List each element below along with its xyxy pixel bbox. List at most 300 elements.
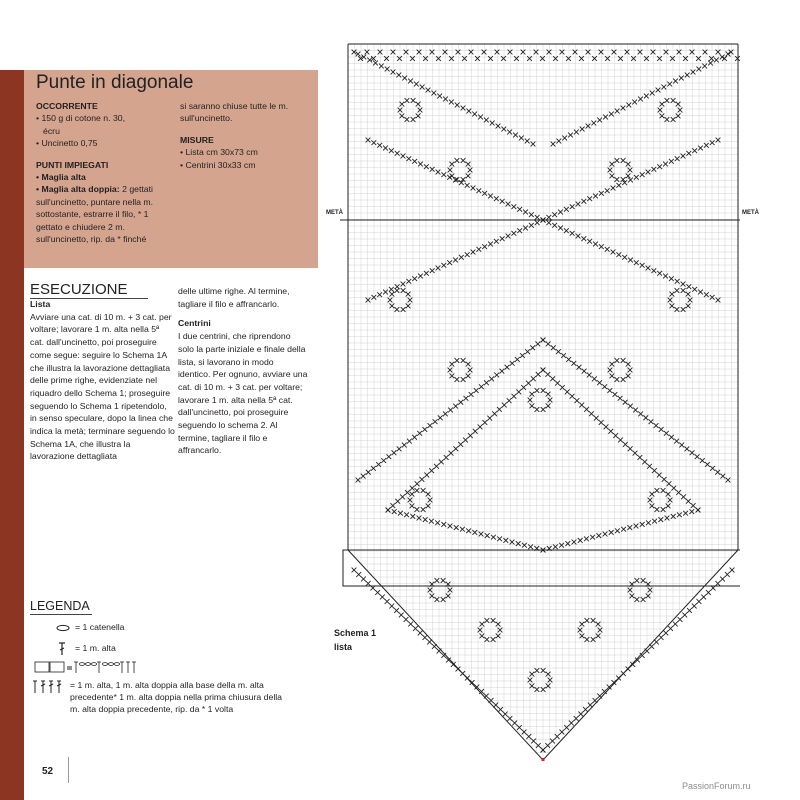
filled-mesh [668,498,673,503]
filled-mesh [676,113,681,118]
filled-mesh [665,98,670,103]
filled-mesh [530,672,535,677]
filled-mesh [465,252,470,257]
filled-mesh [665,516,670,521]
filled-mesh [591,121,596,126]
filled-mesh [528,544,533,549]
filled-mesh [604,424,609,429]
filled-mesh [395,307,400,312]
filled-mesh [427,640,432,645]
filled-mesh [613,392,618,397]
filled-mesh [366,581,371,586]
filled-mesh [673,622,678,627]
filled-mesh [352,568,357,573]
filled-mesh [615,158,620,163]
filled-mesh [628,168,633,173]
filled-mesh [715,581,720,586]
filled-mesh [715,470,720,475]
filled-mesh [661,85,666,90]
filled-mesh [466,528,471,533]
filled-mesh [654,423,659,428]
filled-mesh [584,536,589,541]
filled-mesh [465,676,470,681]
filled-mesh [659,427,664,432]
filled-mesh [658,517,663,522]
filled-mesh [356,478,361,483]
filled-mesh [506,234,511,239]
filled-mesh [564,725,569,730]
page-number: 52 [42,766,54,777]
filled-mesh [375,590,380,595]
filled-mesh [431,91,436,96]
filled-mesh [681,307,686,312]
filled-mesh [645,649,650,654]
filled-mesh [447,260,452,265]
filled-mesh [635,597,640,602]
filled-mesh [561,353,566,358]
material-item: • Uncinetto 0,75 [36,138,98,149]
divider [68,757,69,783]
filled-mesh [562,136,567,141]
filled-mesh [579,403,584,408]
filled-mesh [535,668,540,673]
filled-mesh [650,91,655,96]
filled-mesh [523,210,528,215]
filled-mesh [570,231,575,236]
filled-mesh [441,578,446,583]
filled-mesh [531,376,536,381]
filled-mesh [379,64,384,69]
filled-mesh [575,398,580,403]
filled-mesh [408,298,413,303]
filled-mesh [569,721,574,726]
filled-mesh [494,196,499,201]
filled-mesh [423,517,428,522]
filled-mesh [626,103,631,108]
filled-mesh [605,188,610,193]
filled-mesh [657,473,662,478]
filled-mesh [535,388,540,393]
filled-mesh [701,595,706,600]
filled-mesh [589,411,594,416]
filled-mesh [665,117,670,122]
filled-mesh [476,247,481,252]
filled-mesh [609,530,614,535]
stitch-name: • Maglia alta doppia: [36,184,120,195]
filled-mesh [435,520,440,525]
legend-row-double-crochet [57,642,116,660]
filled-mesh [623,400,628,405]
start-marker [542,758,545,761]
filled-mesh [725,572,730,577]
filled-mesh [646,170,651,175]
filled-mesh [507,398,512,403]
filled-mesh [426,88,431,93]
filled-mesh [469,392,474,397]
filled-mesh [681,494,686,499]
filled-mesh [522,730,527,735]
filled-mesh [548,678,553,683]
filled-mesh [433,419,438,424]
filled-mesh [449,451,454,456]
intro-box [24,70,318,268]
filled-mesh [463,438,468,443]
filled-mesh [626,162,631,167]
filled-mesh [448,168,453,173]
filled-mesh [705,462,710,467]
filled-mesh [702,64,707,69]
filled-mesh [367,58,372,63]
filled-mesh [494,373,499,378]
filled-mesh [681,288,686,293]
filled-mesh [454,525,459,530]
filled-mesh [566,357,571,362]
filled-mesh [628,404,633,409]
filled-mesh [692,148,697,153]
filled-mesh [654,640,659,645]
filled-mesh [361,577,366,582]
filled-mesh [424,473,429,478]
filled-mesh [621,358,626,363]
material-item: écru [43,125,60,136]
filled-mesh [615,528,620,533]
filled-mesh [421,488,426,493]
filled-mesh [415,507,420,512]
filled-mesh [404,617,409,622]
filled-mesh [408,79,413,84]
filled-mesh [550,376,555,381]
filled-mesh [553,544,558,549]
stitch-item [36,183,176,245]
stitch-description-cont: si saranno chiuse tutte le m. sull'uncinetto. [180,101,289,124]
filled-mesh [574,130,579,135]
filled-mesh [366,298,371,303]
filled-mesh [417,516,422,521]
filled-mesh [492,411,497,416]
filled-mesh [655,507,660,512]
filled-mesh [418,274,423,279]
filled-mesh [535,341,540,346]
filled-mesh [507,130,512,135]
filled-mesh [603,532,608,537]
lista-instructions: Avviare una cat. di 10 m. + 3 cat. per voltare; lavorare 1 m. alta nella 5ª cat. dall'uncinetto, poi proseguire come segue: seguire lo Schema 1A che illustra la lavorazione dettagliata delle prime righe, evidenziate nel riquadro dello Schema 1; proseguire seguendo lo Schema 1 ripetendolo, in senso speculare, dopo la linea che indica la metà; terminare seguendo lo Schema 1A, che illustra la lavorazione dettagliata [30,311,175,462]
filled-mesh [663,162,668,167]
filled-mesh [466,373,471,378]
filled-mesh [673,79,678,84]
filled-mesh [506,202,511,207]
filled-mesh [716,298,721,303]
filled-mesh [618,396,623,401]
filled-mesh [405,98,410,103]
filled-mesh [558,210,563,215]
filled-mesh [394,608,399,613]
filled-mesh [584,407,589,412]
filled-mesh [646,593,651,598]
filled-mesh [634,260,639,265]
filled-mesh [621,106,626,111]
filled-mesh [408,622,413,627]
filled-mesh [670,292,675,297]
filled-mesh [453,404,458,409]
filled-mesh [478,628,483,633]
filled-mesh [610,373,615,378]
filled-mesh [623,442,628,447]
filled-mesh [555,734,560,739]
filled-mesh [438,415,443,420]
filled-mesh [511,231,516,236]
filled-mesh [461,158,466,163]
filled-mesh [446,593,451,598]
lista-heading: Lista [30,299,51,309]
filled-mesh [634,524,639,529]
filled-mesh [583,707,588,712]
filled-mesh [479,532,484,537]
filled-mesh [615,358,620,363]
filled-mesh [586,124,591,129]
filled-mesh [578,712,583,717]
intro-column-2 [180,100,312,171]
filled-mesh [491,637,496,642]
filled-mesh [621,671,626,676]
half-marker-right: METÀ [742,210,759,216]
filled-mesh [608,168,613,173]
filled-mesh [678,108,683,113]
measures-heading: MISURE [180,134,214,145]
filled-mesh [490,121,495,126]
filled-mesh [535,215,540,220]
filled-mesh [460,527,465,532]
filled-mesh [410,514,415,519]
filled-mesh [416,113,421,118]
filled-mesh [473,429,478,434]
filled-mesh [391,70,396,75]
filled-mesh [593,194,598,199]
filled-mesh [422,635,427,640]
filled-mesh [590,535,595,540]
filled-mesh [552,223,557,228]
filled-mesh [663,631,668,636]
filled-mesh [596,533,601,538]
filled-mesh [464,396,469,401]
filled-mesh [389,148,394,153]
filled-mesh [401,307,406,312]
filled-mesh [389,604,394,609]
filled-mesh [576,234,581,239]
schema-subtitle: lista [334,642,353,652]
filled-mesh [632,100,637,105]
filled-mesh [621,158,626,163]
filled-mesh [608,368,613,373]
measure-item: • Lista cm 30x73 cm [180,147,258,158]
page-spine-bar [0,70,24,800]
schema-caption [334,626,376,654]
half-marker-left: METÀ [326,210,343,216]
filled-mesh [652,519,657,524]
stitches-heading: PUNTI IMPIEGATI [36,159,109,170]
filled-mesh [556,139,561,144]
filled-mesh [478,424,483,429]
filled-mesh [430,268,435,273]
filled-mesh [564,207,569,212]
filled-mesh [675,156,680,161]
filled-mesh [397,446,402,451]
filled-mesh [706,590,711,595]
filled-mesh [377,143,382,148]
filled-mesh [678,617,683,622]
filled-mesh [401,288,406,293]
filled-mesh [649,644,654,649]
filled-mesh [472,530,477,535]
filled-mesh [668,626,673,631]
filled-mesh [485,533,490,538]
filled-mesh [656,88,661,93]
stitch-item: • Maglia alta [36,172,86,183]
filled-mesh [587,373,592,378]
filled-mesh [461,377,466,382]
filled-mesh [437,649,442,654]
filled-mesh [485,637,490,642]
filled-mesh [407,439,412,444]
filled-mesh [546,672,551,677]
filled-mesh [448,368,453,373]
pattern-title: Punte in diagonale [36,72,194,93]
filled-mesh [366,470,371,475]
filled-mesh [546,220,551,225]
filled-mesh [651,268,656,273]
filled-mesh [385,599,390,604]
filled-mesh [424,164,429,169]
chain-stitch-icon [55,624,71,632]
filled-mesh [435,578,440,583]
cluster-stitch-icon [32,680,68,694]
legend-cluster-text: = 1 m. alta, 1 m. alta doppia alla base della m. alta precedente* 1 m. alta doppia nella prima chiusura della m. alta doppia precedente, rip. da * 1 volta [70,680,283,714]
filled-mesh [675,307,680,312]
filled-mesh [410,503,415,508]
filled-mesh [646,520,651,525]
filled-mesh [630,593,635,598]
filled-mesh [466,162,471,167]
filled-mesh [622,255,627,260]
filled-mesh [386,508,391,513]
filled-mesh [690,450,695,455]
filled-mesh [560,730,565,735]
filled-mesh [434,464,439,469]
filled-mesh [530,403,535,408]
centrini-instructions: I due centrini, che riprendono solo la parte iniziale e finale della lista, si lavorano in modo identico. Per ognuno, avviare una cat. di 10 m. + 3 cat. per voltare; lavorare 1 m. alta nella 5ª cat. dall'uncinetto, poi proseguire seguendo lo schema 2. Al termine, tagliare il filo e affrancarlo. [178,331,308,456]
filled-mesh [418,108,423,113]
filled-mesh [429,519,434,524]
filled-mesh [380,595,385,600]
filled-mesh [435,597,440,602]
filled-mesh [610,162,615,167]
legend-row-chain [55,622,125,636]
filled-mesh [428,423,433,428]
filled-mesh [689,509,694,514]
mesh-correspondence-icon [34,660,154,674]
filled-mesh [498,707,503,712]
filled-mesh [635,578,640,583]
filled-mesh [570,394,575,399]
filled-mesh [643,415,648,420]
filled-mesh [530,392,535,397]
filled-mesh [488,194,493,199]
filled-mesh [392,509,397,514]
filled-mesh [441,597,446,602]
filled-mesh [455,103,460,108]
filled-mesh [525,139,530,144]
filled-mesh [480,633,485,638]
filet-crochet-chart [340,40,740,780]
filled-mesh [626,667,631,672]
filled-mesh [591,637,596,642]
filled-mesh [674,439,679,444]
filled-mesh [686,292,691,297]
filled-mesh [376,462,381,467]
filled-mesh [627,525,632,530]
filled-mesh [406,279,411,284]
filled-mesh [512,721,517,726]
filled-mesh [546,341,551,346]
filled-mesh [726,52,731,57]
filled-mesh [559,543,564,548]
filled-mesh [459,255,464,260]
filled-mesh [682,613,687,618]
filled-mesh [496,124,501,129]
filled-mesh [686,151,691,156]
stitch-description: 2 gettati sull'uncinetto, puntare nella m. sottostante, estrarre il filo, * 1 gettato e chiudere 2 m. sull'uncinetto, rip. da * finché [36,184,154,245]
execution-column-right [178,285,308,457]
filled-mesh [414,82,419,87]
lista-instructions-cont: delle ultime righe. Al termine, tagliare il filo e affrancarlo. [178,286,290,309]
filled-mesh [657,164,662,169]
filled-mesh [591,618,596,623]
filled-mesh [395,499,400,504]
legend-chain-text: = 1 catenella [75,622,125,632]
filled-mesh [700,458,705,463]
filled-mesh [596,633,601,638]
filled-mesh [687,608,692,613]
schema-title: Schema 1 [334,628,377,638]
filled-mesh [660,113,665,118]
filled-mesh [522,543,527,548]
filled-mesh [436,170,441,175]
filled-mesh [641,597,646,602]
filled-mesh [546,403,551,408]
filled-mesh [615,109,620,114]
filled-mesh [398,511,403,516]
filled-mesh [489,376,494,381]
filled-mesh [578,628,583,633]
filled-mesh [418,631,423,636]
filled-mesh [415,481,420,486]
filled-mesh [444,455,449,460]
filled-mesh [535,220,540,225]
filled-mesh [461,358,466,363]
filled-mesh [461,106,466,111]
filled-mesh [395,288,400,293]
filled-mesh [420,85,425,90]
filled-mesh [659,635,664,640]
filled-mesh [667,481,672,486]
filled-mesh [395,151,400,156]
filled-mesh [381,458,386,463]
filled-mesh [637,455,642,460]
legend-row-cluster [32,680,283,714]
filled-mesh [406,156,411,161]
filled-mesh [671,486,676,491]
filled-mesh [551,142,556,147]
filled-mesh [535,687,540,692]
